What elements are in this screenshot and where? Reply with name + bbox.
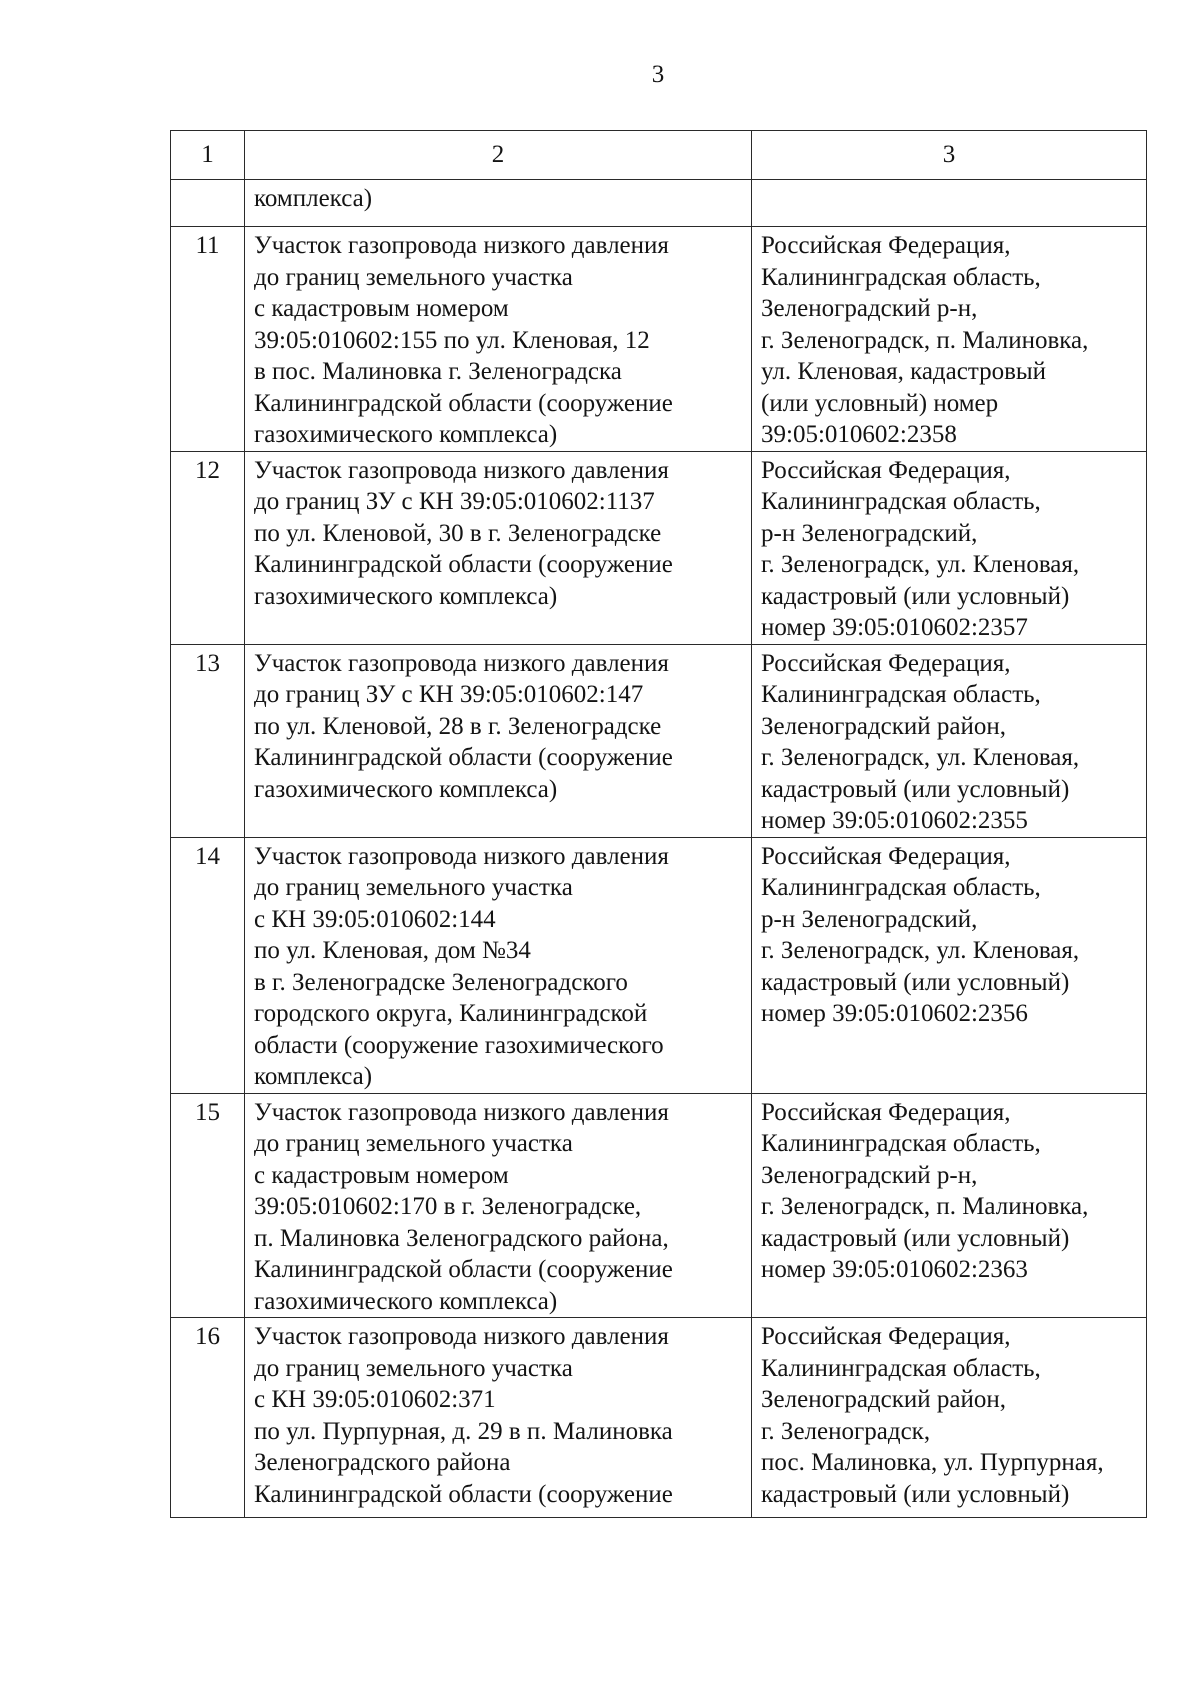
- address-line: номер 39:05:010602:2363: [761, 1256, 1028, 1283]
- description-line: по ул. Кленовой, 30 в г. Зеленоградске: [254, 519, 662, 547]
- description-cell: [245, 180, 752, 227]
- address-line: г. Зеленоградск, ул. Кленовая,: [761, 744, 1080, 771]
- table-row: [171, 180, 1147, 227]
- description-line: с кадастровым номером: [254, 1161, 509, 1189]
- table-row: [171, 1093, 1147, 1318]
- address-line: Калининградская область,: [761, 1130, 1041, 1157]
- address-line: пос. Малиновка, ул. Пурпурная,: [761, 1449, 1104, 1476]
- description-line: комплекса): [254, 185, 373, 212]
- table-row: [171, 644, 1147, 837]
- description-line: газохимического комплекса): [254, 582, 558, 610]
- page-number: 3: [651, 61, 665, 88]
- description-line: Участок газопровода низкого давления: [254, 456, 669, 484]
- header-cell-2: 2: [245, 131, 752, 180]
- address-line: Зеленоградский район,: [761, 712, 1006, 740]
- address-line: Российская Федерация,: [761, 1098, 1011, 1126]
- address-line: кадастровый (или условный): [761, 582, 1070, 610]
- address-line: кадастровый (или условный): [761, 968, 1070, 996]
- address-line: г. Зеленоградск, ул. Кленовая,: [761, 937, 1080, 964]
- address-line: (или условный) номер: [761, 389, 999, 417]
- address-line: г. Зеленоградск, п. Малиновка,: [761, 1193, 1089, 1220]
- address-cell: [752, 451, 1147, 644]
- description-cell: [245, 227, 752, 452]
- address-line: г. Зеленоградск, п. Малиновка,: [761, 326, 1089, 354]
- description-line: до границ ЗУ с КН 39:05:010602:147: [254, 681, 644, 708]
- address-line: р-н Зеленоградский,: [761, 905, 978, 933]
- address-line: Калининградская область,: [761, 263, 1041, 291]
- description-line: Калининградской области (сооружение: [254, 1480, 673, 1508]
- address-line: Калининградская область,: [761, 874, 1041, 901]
- row-number-cell: 13: [171, 644, 245, 837]
- description-line: Калининградской области (сооружение: [254, 744, 673, 771]
- description-line: 39:05:010602:170 в г. Зеленоградске,: [254, 1193, 642, 1220]
- description-line: до границ ЗУ с КН 39:05:010602:1137: [254, 488, 655, 515]
- address-line: номер 39:05:010602:2355: [761, 807, 1028, 834]
- description-line: с КН 39:05:010602:144: [254, 905, 496, 933]
- table-row: [171, 837, 1147, 1093]
- address-cell: [752, 1093, 1147, 1318]
- header-row: [171, 131, 1147, 180]
- description-line: в пос. Малиновка г. Зеленоградска: [254, 358, 622, 385]
- address-line: г. Зеленоградск,: [761, 1417, 931, 1445]
- description-line: комплекса): [254, 1063, 373, 1090]
- address-line: Зеленоградский р-н,: [761, 295, 978, 322]
- description-line: Калининградской области (сооружение: [254, 551, 673, 578]
- address-line: Зеленоградский р-н,: [761, 1161, 978, 1189]
- address-cell: [752, 180, 1147, 227]
- table-body: [171, 180, 1147, 1518]
- description-line: газохимического комплекса): [254, 1287, 558, 1315]
- description-line: Участок газопровода низкого давления: [254, 1323, 669, 1350]
- description-line: области (сооружение газохимического: [254, 1031, 664, 1059]
- description-cell: [245, 644, 752, 837]
- description-line: Участок газопровода низкого давления: [254, 649, 669, 677]
- description-cell: [245, 451, 752, 644]
- address-line: ул. Кленовая, кадастровый: [761, 358, 1047, 385]
- address-line: номер 39:05:010602:2356: [761, 1000, 1028, 1027]
- description-line: Участок газопровода низкого давления: [254, 1098, 669, 1126]
- table-row: [171, 227, 1147, 452]
- address-line: г. Зеленоградск, ул. Кленовая,: [761, 551, 1080, 578]
- row-number-cell: 11: [171, 227, 245, 452]
- description-line: Участок газопровода низкого давления: [254, 232, 669, 259]
- description-line: в г. Зеленоградске Зеленоградского: [254, 968, 628, 996]
- address-line: Калининградская область,: [761, 681, 1041, 708]
- address-line: Российская Федерация,: [761, 456, 1011, 484]
- address-line: Калининградская область,: [761, 488, 1041, 515]
- description-line: с КН 39:05:010602:371: [254, 1386, 496, 1413]
- address-cell: [752, 227, 1147, 452]
- description-line: газохимического комплекса): [254, 775, 558, 803]
- description-line: Участок газопровода низкого давления: [254, 842, 669, 870]
- address-line: кадастровый (или условный): [761, 1224, 1070, 1252]
- row-number-cell: [171, 180, 245, 227]
- address-line: номер 39:05:010602:2357: [761, 614, 1028, 641]
- address-line: Российская Федерация,: [761, 649, 1011, 677]
- description-line: Калининградской области (сооружение: [254, 389, 673, 417]
- description-line: до границ земельного участка: [254, 1130, 573, 1157]
- description-line: до границ земельного участка: [254, 1354, 573, 1382]
- address-line: Российская Федерация,: [761, 1323, 1011, 1350]
- description-line: по ул. Кленовой, 28 в г. Зеленоградске: [254, 712, 662, 740]
- description-cell: [245, 1093, 752, 1318]
- address-line: кадастровый (или условный): [761, 1480, 1070, 1508]
- table-row: [171, 1318, 1147, 1518]
- description-line: газохимического комплекса): [254, 421, 558, 448]
- address-line: Российская Федерация,: [761, 232, 1011, 259]
- row-number-cell: 16: [171, 1318, 245, 1518]
- description-line: 39:05:010602:155 по ул. Кленовая, 12: [254, 326, 650, 354]
- address-line: Зеленоградский район,: [761, 1386, 1006, 1413]
- description-line: Калининградской области (сооружение: [254, 1256, 673, 1283]
- table-row: [171, 451, 1147, 644]
- address-line: кадастровый (или условный): [761, 775, 1070, 803]
- address-line: р-н Зеленоградский,: [761, 519, 978, 547]
- description-line: Зеленоградского района: [254, 1449, 511, 1476]
- address-cell: [752, 837, 1147, 1093]
- address-cell: [752, 1318, 1147, 1518]
- address-line: 39:05:010602:2358: [761, 421, 957, 448]
- row-number-cell: 14: [171, 837, 245, 1093]
- address-cell: [752, 644, 1147, 837]
- description-cell: [245, 837, 752, 1093]
- row-number-cell: 12: [171, 451, 245, 644]
- description-line: по ул. Пурпурная, д. 29 в п. Малиновка: [254, 1417, 673, 1445]
- description-line: до границ земельного участка: [254, 874, 573, 901]
- registry-table: [170, 130, 1147, 1518]
- description-line: п. Малиновка Зеленоградского района,: [254, 1224, 669, 1252]
- description-cell: [245, 1318, 752, 1518]
- description-line: городского округа, Калининградской: [254, 1000, 648, 1027]
- header-cell-3: 3: [752, 131, 1147, 180]
- description-line: с кадастровым номером: [254, 295, 509, 322]
- address-line: Российская Федерация,: [761, 842, 1011, 870]
- description-line: по ул. Кленовая, дом №34: [254, 937, 531, 964]
- description-line: до границ земельного участка: [254, 263, 573, 291]
- address-line: Калининградская область,: [761, 1354, 1041, 1382]
- header-cell-1: 1: [171, 131, 245, 180]
- row-number-cell: 15: [171, 1093, 245, 1318]
